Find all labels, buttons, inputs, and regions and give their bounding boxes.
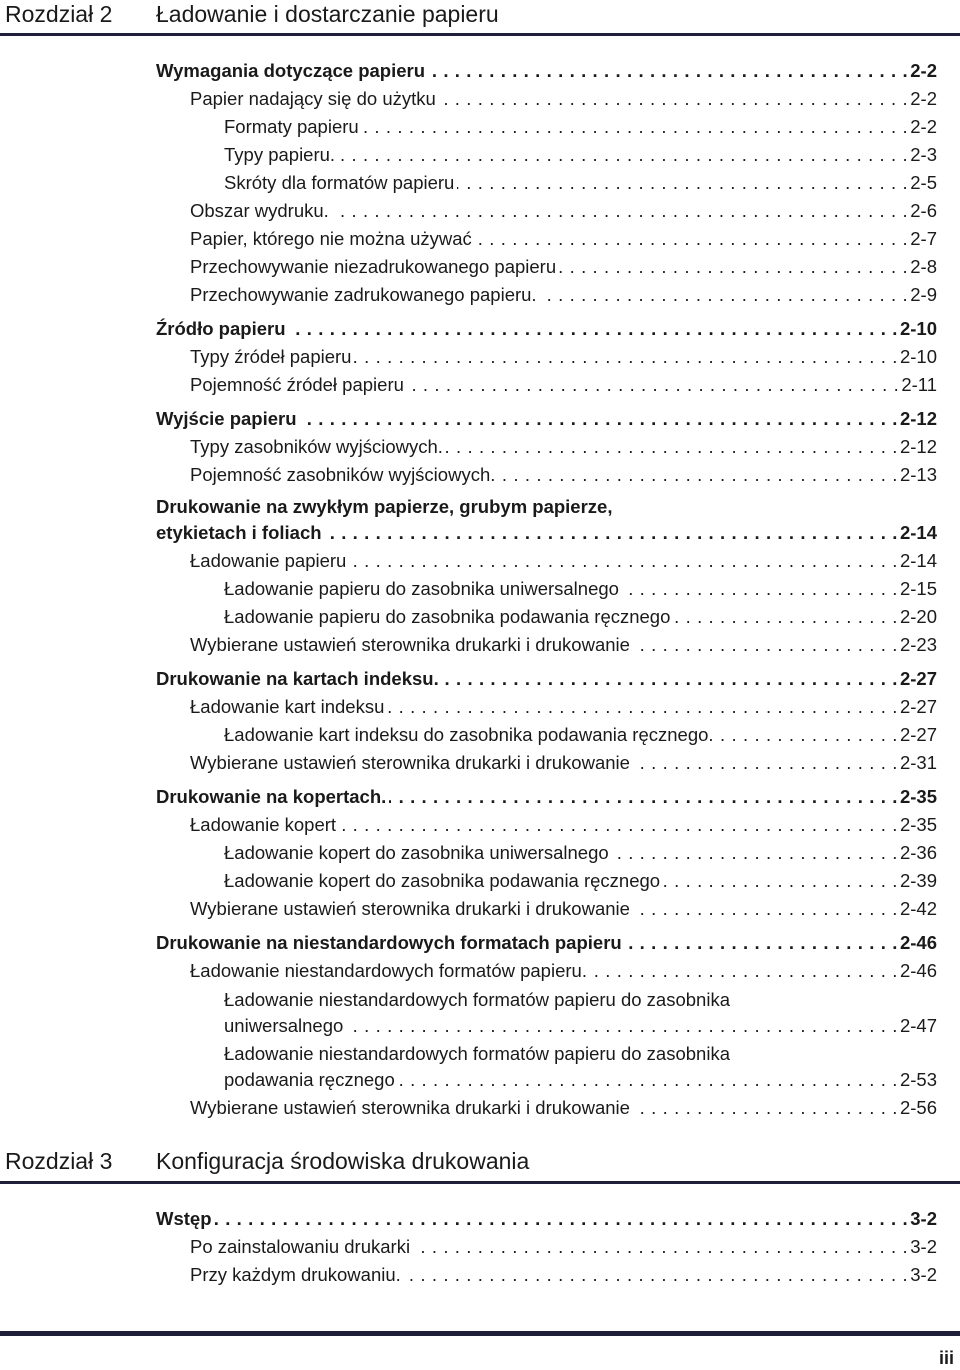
toc-entry-title: Typy zasobników wyjściowych. (190, 436, 443, 457)
dot-leader (625, 932, 898, 954)
toc-entry[interactable] (156, 314, 937, 340)
dot-leader (612, 842, 898, 864)
dot-leader (633, 752, 898, 774)
toc-entry[interactable] (224, 112, 937, 138)
toc-entry-page: 2-6 (910, 200, 937, 221)
toc-entry-page: 2-35 (899, 786, 937, 807)
dot-leader (346, 1015, 898, 1037)
toc-entry[interactable] (190, 748, 937, 774)
toc-entry-title: Ładowanie papieru (190, 550, 347, 571)
toc-entry-page: 2-56 (899, 1097, 937, 1118)
dot-leader (407, 374, 899, 396)
toc-entry[interactable] (156, 518, 937, 544)
dot-leader (428, 60, 908, 82)
toc-entry[interactable] (190, 894, 937, 920)
toc-entry-page: 2-23 (899, 634, 937, 655)
toc-entry-page: 2-35 (899, 814, 937, 835)
toc-entry-page: 2-2 (910, 60, 937, 81)
toc-entry-title: Wybierane ustawień sterownika drukarki i drukowanie (190, 898, 630, 919)
toc-entry[interactable] (190, 630, 937, 656)
toc-entry-page: 2-13 (899, 464, 937, 485)
toc-entry-title: Przy każdym drukowaniu. (190, 1264, 401, 1285)
toc-entry-title-line[interactable]: Drukowanie na zwykłym papierze, grubym papierze, (156, 496, 613, 517)
toc-entry-title: Skróty dla formatów papieru (224, 172, 455, 193)
toc-entry-page: 2-27 (899, 696, 937, 717)
toc-entry-title: Ładowanie papieru do zasobnika uniwersalnego (224, 578, 619, 599)
toc-entry[interactable] (156, 56, 937, 82)
dot-leader (325, 522, 898, 544)
toc-entry-page: 2-8 (910, 256, 937, 277)
toc-entry-page: 2-20 (899, 606, 937, 627)
toc-entry-page: 2-36 (899, 842, 937, 863)
toc-entry-title: Papier nadający się do użytku (190, 88, 436, 109)
toc-entry-page: 2-46 (899, 932, 937, 953)
toc-entry-title: Obszar wydruku. (190, 200, 329, 221)
dot-leader (413, 1236, 908, 1258)
dot-leader (498, 464, 898, 486)
dot-leader (673, 606, 898, 628)
toc-entry-page: 2-3 (910, 144, 937, 165)
dot-leader (633, 634, 898, 656)
toc-entry-title: Wymagania dotyczące papieru (156, 60, 426, 81)
toc-entry[interactable] (224, 1065, 937, 1091)
dot-leader (362, 116, 909, 138)
toc-entry-title: Ładowanie kart indeksu do zasobnika podawania ręcznego. (224, 724, 714, 745)
dot-leader (349, 550, 898, 572)
toc-entry[interactable] (156, 1204, 937, 1230)
chapter-title[interactable]: Konfiguracja środowiska drukowania (156, 1148, 530, 1174)
toc-entry[interactable] (224, 1011, 937, 1037)
toc-entry-title: uniwersalnego (224, 1015, 344, 1036)
footer-rule (0, 1331, 960, 1336)
toc-entry-page: 2-12 (899, 408, 937, 429)
dot-leader (215, 1208, 909, 1230)
toc-entry[interactable] (190, 1093, 937, 1119)
toc-entry[interactable] (224, 838, 937, 864)
toc-entry-page: 2-10 (899, 346, 937, 367)
toc-entry-page: 2-27 (899, 668, 937, 689)
dot-leader (663, 870, 898, 892)
toc-entry[interactable] (190, 370, 937, 396)
toc-entry-page: 2-47 (899, 1015, 937, 1036)
dot-leader (338, 144, 908, 166)
dot-leader (289, 318, 898, 340)
toc-entry[interactable] (190, 1260, 937, 1286)
toc-entry[interactable] (190, 280, 937, 306)
toc-entry-title: Po zainstalowaniu drukarki (190, 1236, 411, 1257)
dot-leader (717, 724, 898, 746)
dot-leader (339, 814, 898, 836)
toc-entry-page: 2-12 (899, 436, 937, 457)
toc-entry-title: Drukowanie na niestandardowych formatach papieru (156, 932, 622, 953)
toc-entry[interactable] (190, 546, 937, 572)
toc-entry[interactable] (224, 168, 937, 194)
page-number: iii (938, 1348, 954, 1368)
dot-leader (387, 696, 898, 718)
dot-leader (300, 408, 898, 430)
toc-entry-page: 2-14 (899, 522, 937, 543)
toc-entry-title-line[interactable]: Ładowanie niestandardowych formatów papieru do zasobnika (224, 1043, 730, 1064)
chapter-number: Rozdział 3 (5, 1148, 113, 1174)
toc-entry-title: Źródło papieru (156, 318, 286, 339)
toc-entry[interactable] (190, 1232, 937, 1258)
toc-entry-page: 3-2 (910, 1208, 937, 1229)
toc-entry[interactable] (190, 692, 937, 718)
toc-entry-page: 2-10 (899, 318, 937, 339)
toc-entry-page: 2-14 (899, 550, 937, 571)
toc-entry-title: Ładowanie kopert do zasobnika uniwersalnego (224, 842, 609, 863)
toc-entry-page: 2-42 (899, 898, 937, 919)
chapter-title[interactable]: Ładowanie i dostarczanie papieru (156, 1, 499, 27)
toc-entry-page: 3-2 (910, 1264, 937, 1285)
toc-entry[interactable] (224, 574, 937, 600)
toc-entry[interactable] (156, 928, 937, 954)
toc-entry-page: 2-15 (899, 578, 937, 599)
dot-leader (633, 1097, 898, 1119)
toc-entry-title: Ładowanie niestandardowych formatów papieru. (190, 960, 587, 981)
toc-entry-title: Wybierane ustawień sterownika drukarki i drukowanie (190, 1097, 630, 1118)
toc-entry[interactable] (224, 140, 937, 166)
toc-entry-title: Drukowanie na kartach indeksu. (156, 668, 439, 689)
toc-entry-title: Typy papieru. (224, 144, 336, 165)
toc-entry-title: Wyjście papieru (156, 408, 297, 429)
toc-entry[interactable] (190, 460, 937, 486)
toc-entry-page: 2-5 (910, 172, 937, 193)
dot-leader (404, 1264, 908, 1286)
dot-leader (457, 172, 908, 194)
toc-entry-title: Papier, którego nie można używać (190, 228, 472, 249)
toc-entry-title: etykietach i foliach (156, 522, 322, 543)
toc-entry-title: Ładowanie kopert do zasobnika podawania ręcznego (224, 870, 661, 891)
toc-entry-title: Drukowanie na kopertach. (156, 786, 387, 807)
toc-entry-page: 2-27 (899, 724, 937, 745)
dot-leader (354, 346, 898, 368)
dot-leader (622, 578, 898, 600)
toc-entry-page: 2-2 (910, 88, 937, 109)
toc-entry-page: 2-31 (899, 752, 937, 773)
toc-entry-page: 2-11 (901, 374, 937, 395)
toc-entry[interactable] (156, 782, 937, 808)
toc-entry[interactable] (224, 602, 937, 628)
toc-entry-title: Wybierane ustawień sterownika drukarki i drukowanie (190, 752, 630, 773)
dot-leader (446, 436, 898, 458)
dot-leader (540, 284, 909, 306)
toc-entry-page: 2-46 (899, 960, 937, 981)
toc-entry-title: Wstęp (156, 1208, 212, 1229)
toc-entry-page: 2-7 (910, 228, 937, 249)
toc-entry-title: Przechowywanie zadrukowanego papieru. (190, 284, 537, 305)
dot-leader (559, 256, 908, 278)
toc-entry[interactable] (224, 866, 937, 892)
toc-entry-title: Ładowanie kopert (190, 814, 337, 835)
toc-entry-title: Ładowanie papieru do zasobnika podawania ręcznego (224, 606, 671, 627)
toc-entry[interactable] (190, 224, 937, 250)
toc-entry[interactable] (190, 432, 937, 458)
toc-entry-title-line[interactable]: Ładowanie niestandardowych formatów papieru do zasobnika (224, 989, 730, 1010)
dot-leader (439, 88, 908, 110)
toc-entry-title: Pojemność źródeł papieru (190, 374, 404, 395)
dot-leader (332, 200, 908, 222)
dot-leader (442, 668, 898, 690)
toc-entry-title: Ładowanie kart indeksu (190, 696, 385, 717)
toc-entry[interactable] (190, 252, 937, 278)
dot-leader (389, 786, 898, 808)
toc-entry-title: Pojemność zasobników wyjściowych. (190, 464, 496, 485)
toc-entry[interactable] (190, 84, 937, 110)
toc-entry-page: 2-39 (899, 870, 937, 891)
dot-leader (633, 898, 898, 920)
toc-entry[interactable] (190, 810, 937, 836)
chapter-number: Rozdział 2 (5, 1, 113, 27)
toc-entry[interactable] (190, 196, 937, 222)
toc-entry-title: Wybierane ustawień sterownika drukarki i drukowanie (190, 634, 630, 655)
toc-entry-page: 2-2 (910, 116, 937, 137)
dot-leader (475, 228, 908, 250)
toc-entry[interactable] (156, 664, 937, 690)
toc-entry-title: Typy źródeł papieru (190, 346, 352, 367)
toc-entry-page: 3-2 (910, 1236, 937, 1257)
toc-entry[interactable] (156, 404, 937, 430)
dot-leader (590, 960, 898, 982)
toc-entry-title: Przechowywanie niezadrukowanego papieru (190, 256, 557, 277)
toc-entry-title: Formaty papieru (224, 116, 359, 137)
dot-leader (398, 1069, 898, 1091)
toc-entry[interactable] (190, 956, 937, 982)
toc-entry-title: podawania ręcznego (224, 1069, 395, 1090)
toc-entry-page: 2-53 (899, 1069, 937, 1090)
toc-entry[interactable] (190, 342, 937, 368)
toc-entry[interactable] (224, 720, 937, 746)
toc-entry-page: 2-9 (910, 284, 937, 305)
